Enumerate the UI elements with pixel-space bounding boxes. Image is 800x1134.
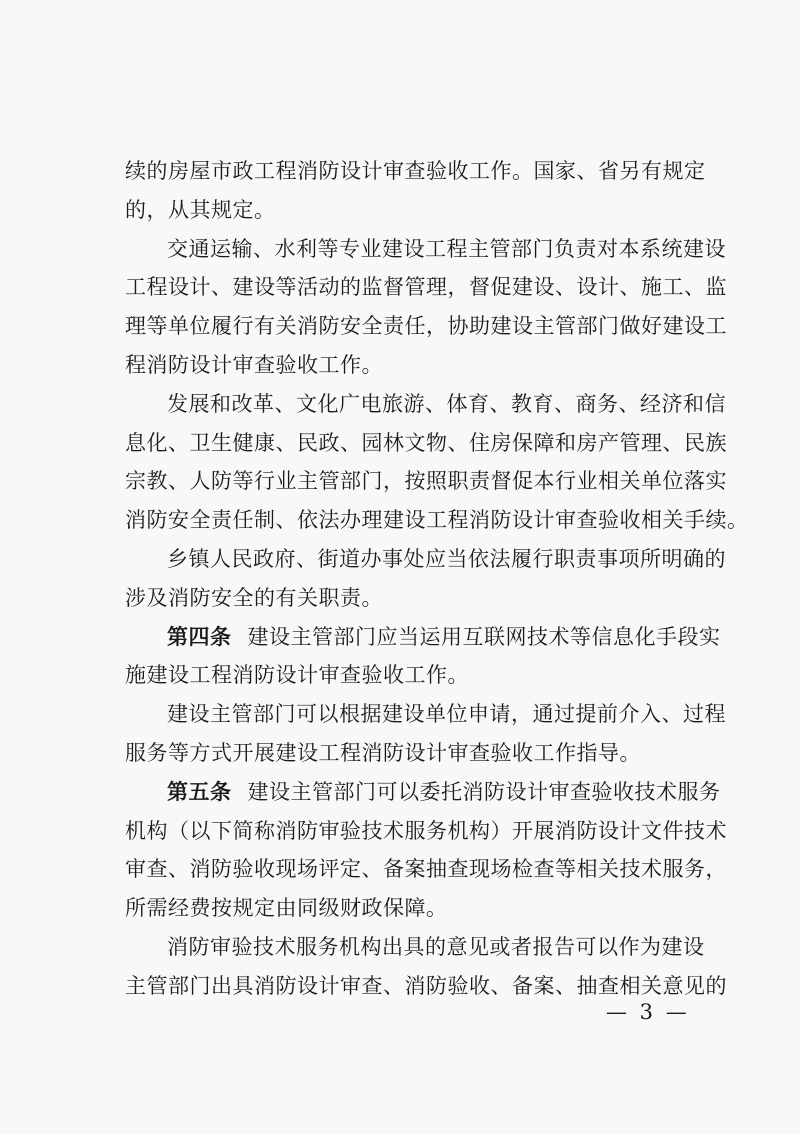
article-label: 第五条 <box>167 778 232 804</box>
text-span: 建设主管部门可以委托消防设计审查验收技术服务 <box>247 779 721 804</box>
article-label: 第四条 <box>167 623 232 649</box>
text-line: 工程设计、建设等活动的监督管理，督促建设、设计、施工、监 <box>125 275 727 300</box>
text-line: 的，从其规定。 <box>125 197 276 222</box>
text-line: 息化、卫生健康、民政、园林文物、住房保障和房产管理、民族 <box>125 430 727 455</box>
text-line: 建设主管部门可以根据建设单位申请，通过提前介入、过程 <box>167 702 726 727</box>
text-line: 涉及消防安全的有关职责。 <box>125 585 383 610</box>
text-line: 消防安全责任制、依法办理建设工程消防设计审查验收相关手续。 <box>125 508 749 533</box>
text-line: 乡镇人民政府、街道办事处应当依法履行职责事项所明确的 <box>167 546 726 571</box>
text-line: 发展和改革、文化广电旅游、体育、教育、商务、经济和信 <box>167 391 726 416</box>
article-line <box>125 773 721 812</box>
text-line: 施建设工程消防设计审查验收工作。 <box>125 663 469 688</box>
article-line <box>125 618 721 657</box>
page-number: — 3 — <box>606 1000 690 1024</box>
text-line: 宗教、人防等行业主管部门，按照职责督促本行业相关单位落实 <box>125 469 727 494</box>
text-line: 理等单位履行有关消防安全责任，协助建设主管部门做好建设工 <box>125 314 727 339</box>
text-line: 程消防设计审查验收工作。 <box>125 352 383 377</box>
text-line: 主管部门出具消防设计审查、消防验收、备案、抽查相关意见的 <box>125 973 727 998</box>
text-line: 机构（以下简称消防审验技术服务机构）开展消防设计文件技术 <box>125 818 727 843</box>
text-line: 续的房屋市政工程消防设计审查验收工作。国家、省另有规定 <box>125 159 706 183</box>
body-text <box>125 152 749 1006</box>
text-line: 交通运输、水利等专业建设工程主管部门负责对本系统建设 <box>167 236 726 261</box>
text-line: 所需经费按规定由同级财政保障。 <box>125 896 448 921</box>
text-line: 消防审验技术服务机构出具的意见或者报告可以作为建设 <box>167 934 705 959</box>
text-line: 审查、消防验收现场评定、备案抽查现场检查等相关技术服务， <box>125 857 727 882</box>
text-span: 建设主管部门应当运用互联网技术等信息化手段实 <box>247 624 721 649</box>
text-line: 服务等方式开展建设工程消防设计审查验收工作指导。 <box>125 740 641 765</box>
